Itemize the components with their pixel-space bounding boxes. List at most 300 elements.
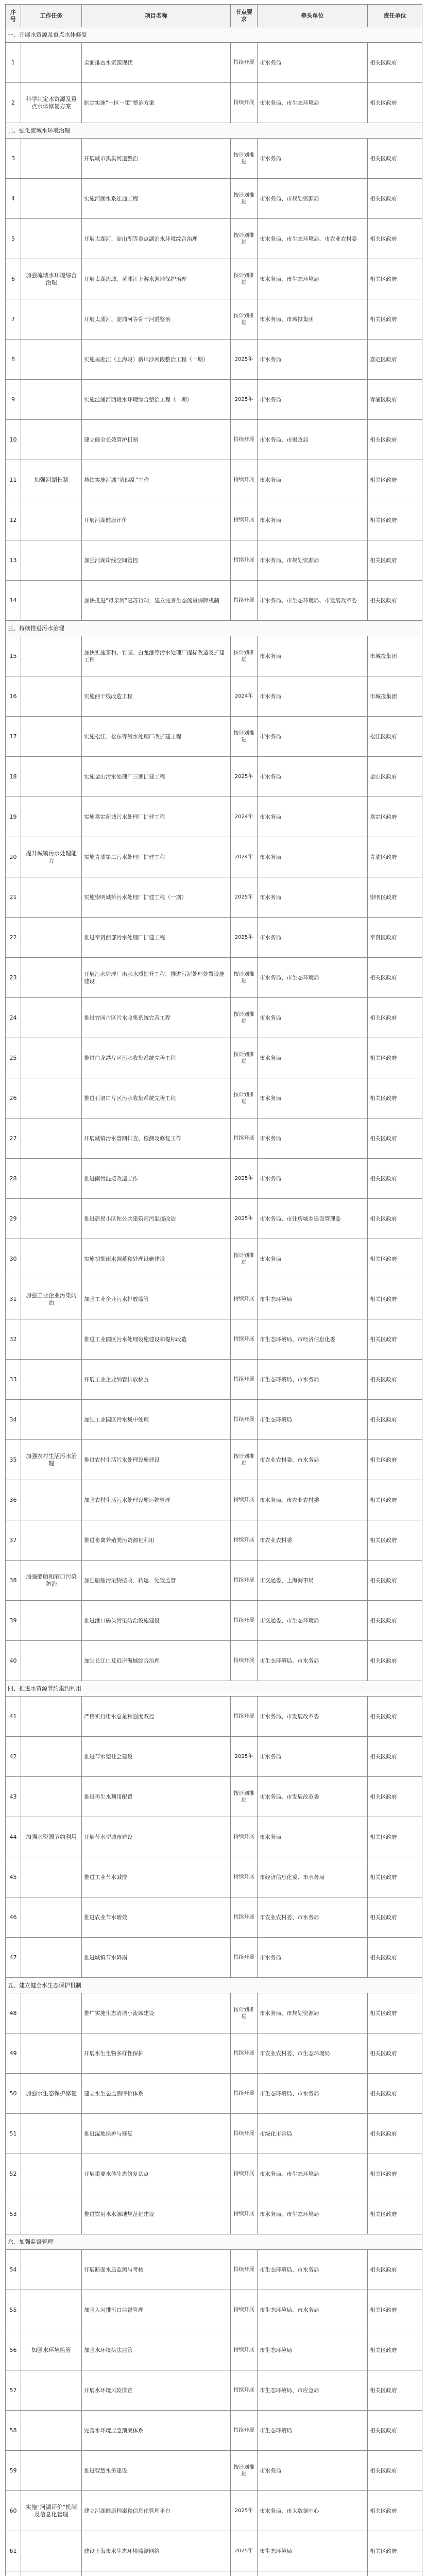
table-row: [6, 1360, 422, 1400]
row-time: 持续开展: [231, 43, 258, 83]
row-lead-dept: 市水务局: [258, 1938, 368, 1978]
row-time: 持续开展: [231, 2114, 258, 2154]
row-time: 持续开展: [231, 1561, 258, 1601]
table-row: [6, 581, 422, 621]
row-resp-dept: 嘉定区政府: [368, 340, 422, 380]
row-lead-dept: 市水务局、市住房城乡建设管理委: [258, 1199, 368, 1239]
row-time: 2025年: [231, 1737, 258, 1777]
row-lead-dept: 市水务局、市发展改革委: [258, 1777, 368, 1817]
row-resp-dept: 相关区政府: [368, 1400, 422, 1440]
row-category: [21, 1199, 82, 1239]
row-content: 实施青浦第二污水处理厂扩建工程: [82, 837, 231, 877]
row-time: 持续开展: [231, 83, 258, 123]
row-content: 加强工业园区污水集中处理: [82, 1400, 231, 1440]
row-content: 实施吴淞江（上海段）新川沙河段整治工程（一期）: [82, 340, 231, 380]
row-time: 持续开展: [231, 2154, 258, 2194]
row-number: 16: [6, 676, 21, 717]
row-category: [21, 1897, 82, 1938]
row-time: 持续开展: [231, 1857, 258, 1897]
row-number: 59: [6, 2451, 21, 2491]
row-number: 33: [6, 1360, 21, 1400]
row-category: [21, 1641, 82, 1681]
row-resp-dept: 相关区政府: [368, 1279, 422, 1319]
row-category: 加强水资源节约利用: [21, 1817, 82, 1857]
row-category: 加强水环境监管: [21, 2330, 82, 2370]
row-time: 2025年: [231, 380, 258, 420]
row-time: 持续开展: [231, 1817, 258, 1857]
row-content: 开展重要水体生态修复试点: [82, 2154, 231, 2194]
row-lead-dept: 市生态环境局、市水务局: [258, 1360, 368, 1400]
row-resp-dept: 相关区政府: [368, 1118, 422, 1159]
row-content: 加强长江口及近岸海域综合治理: [82, 1641, 231, 1681]
row-time: 持续开展: [231, 1641, 258, 1681]
row-category: 加强农村生活污水治理: [21, 1440, 82, 1480]
row-number: 31: [6, 1279, 21, 1319]
row-resp-dept: 相关区政府: [368, 179, 422, 219]
row-content: 推进再生水利用配置: [82, 1777, 231, 1817]
row-lead-dept: 市水务局: [258, 139, 368, 179]
row-resp-dept: 松江区政府: [368, 717, 422, 757]
row-content: 开展断面水质监测与考核: [82, 2250, 231, 2290]
row-number: 23: [6, 958, 21, 998]
row-category: [21, 420, 82, 460]
row-lead-dept: 市水务局、市生态环境局: [258, 259, 368, 299]
row-time: 持续开展: [231, 2370, 258, 2411]
row-resp-dept: 相关区政府: [368, 2290, 422, 2330]
row-resp-dept: 相关区政府: [368, 2250, 422, 2290]
row-resp-dept: 相关区政府: [368, 2194, 422, 2234]
row-number: 36: [6, 1480, 21, 1520]
row-lead-dept: 市水务局: [258, 1159, 368, 1199]
row-time: 持续开展: [231, 2290, 258, 2330]
row-resp-dept: 市城投集团: [368, 636, 422, 676]
section-row: [6, 123, 422, 139]
row-lead-dept: 市交通委、市生态环境局: [258, 1601, 368, 1641]
table-row: [6, 340, 422, 380]
row-time: 按计划推进: [231, 139, 258, 179]
row-time: 按计划推进: [231, 1038, 258, 1078]
row-number: 37: [6, 1520, 21, 1561]
row-content: 开展工业企业纳管排放核查: [82, 1360, 231, 1400]
row-content: 实施崇明城桥污水处理厂扩建工程（一期）: [82, 877, 231, 918]
row-content: 推进饮用水水源地规范化建设: [82, 2194, 231, 2234]
table-row: [6, 420, 422, 460]
table-row: [6, 2114, 422, 2154]
table-row: [6, 179, 422, 219]
row-category: [21, 2531, 82, 2571]
row-resp-dept: 相关区政府: [368, 1239, 422, 1279]
row-category: [21, 1777, 82, 1817]
table-row: [6, 2491, 422, 2531]
row-content: 推进居民小区和公共建筑雨污混接改造: [82, 1199, 231, 1239]
row-lead-dept: 市水务局: [258, 460, 368, 500]
row-resp-dept: 相关区政府: [368, 2330, 422, 2370]
row-lead-dept: 市生态环境局、市水务局: [258, 1641, 368, 1681]
table-row: [6, 1279, 422, 1319]
row-resp-dept: 相关区政府: [368, 139, 422, 179]
row-category: [21, 1038, 82, 1078]
row-content: 实施河湖水系连通工程: [82, 179, 231, 219]
table-row: [6, 1601, 422, 1641]
row-time: 持续开展: [231, 1400, 258, 1440]
row-lead-dept: 市水务局: [258, 500, 368, 540]
row-time: 持续开展: [231, 581, 258, 621]
row-time: 持续开展: [231, 1601, 258, 1641]
section-title: 五、建立健全水生态保护机制: [6, 1978, 422, 1993]
row-resp-dept: 青浦区政府: [368, 380, 422, 420]
row-number: 7: [6, 299, 21, 340]
row-lead-dept: 市生态环境局、市水务局: [258, 2074, 368, 2114]
table-row: [6, 1897, 422, 1938]
row-lead-dept: 市水务局: [258, 636, 368, 676]
table-row: [6, 636, 422, 676]
table-row: [6, 139, 422, 179]
row-lead-dept: 市生态环境局: [258, 2531, 368, 2571]
row-lead-dept: 市水务局、市大数据中心: [258, 2491, 368, 2531]
row-number: 21: [6, 877, 21, 918]
row-resp-dept: 相关区政府: [368, 1777, 422, 1817]
row-resp-dept: 相关区政府: [368, 299, 422, 340]
row-category: [21, 581, 82, 621]
row-content: 实施初期雨水调蓄和处理设施建设: [82, 1239, 231, 1279]
section-row: [6, 2234, 422, 2250]
table-row: [6, 1078, 422, 1118]
row-number: 4: [6, 179, 21, 219]
row-resp-dept: 相关区政府: [368, 2531, 422, 2571]
row-resp-dept: 相关区政府: [368, 958, 422, 998]
row-resp-dept: 相关区政府: [368, 2033, 422, 2074]
row-time: 按计划推进: [231, 998, 258, 1038]
table-row: [6, 2154, 422, 2194]
row-resp-dept: 市城投集团: [368, 676, 422, 717]
row-time: 按计划推进: [231, 1440, 258, 1480]
row-number: 35: [6, 1440, 21, 1480]
row-time: 2025年: [231, 877, 258, 918]
row-content: 推进奉贤西部污水处理厂扩建工程: [82, 918, 231, 958]
row-resp-dept: 相关区政府: [368, 2370, 422, 2411]
row-number: 39: [6, 1601, 21, 1641]
row-lead-dept: 市水务局: [258, 1737, 368, 1777]
header-lead: 牵头单位: [258, 5, 368, 27]
row-content: 开展河湖健康评价: [82, 500, 231, 540]
row-category: [21, 1360, 82, 1400]
row-content: 开展水环境风险排查: [82, 2370, 231, 2411]
section-title: 六、加强监督管理: [6, 2234, 422, 2250]
row-resp-dept: 相关区政府: [368, 1038, 422, 1078]
row-lead-dept: 市生态环境局、市水务局: [258, 2290, 368, 2330]
row-resp-dept: 相关区政府: [368, 2451, 422, 2491]
section-title: 四、推进水资源节约集约利用: [6, 1681, 422, 1697]
row-number: 54: [6, 2250, 21, 2290]
row-content: 全面排查水资源现状: [82, 43, 231, 83]
row-category: [21, 1400, 82, 1440]
row-number: 1: [6, 43, 21, 83]
row-time: 持续开展: [231, 2330, 258, 2370]
row-category: [21, 1078, 82, 1118]
row-time: 按计划推进: [231, 219, 258, 259]
row-lead-dept: 市生态环境局、市经济信息化委: [258, 1319, 368, 1360]
row-resp-dept: 相关区政府: [368, 1938, 422, 1978]
row-content: 推进湿地保护与修复: [82, 2114, 231, 2154]
table-row: [6, 1239, 422, 1279]
row-number: 10: [6, 420, 21, 460]
row-number: 32: [6, 1319, 21, 1360]
row-number: 29: [6, 1199, 21, 1239]
row-content: 开展太浦河、淀浦河等骨干河道整治: [82, 299, 231, 340]
row-resp-dept: 相关区政府: [368, 1319, 422, 1360]
row-time: 持续开展: [231, 1480, 258, 1520]
table-row: [6, 1737, 422, 1777]
row-resp-dept: 相关区政府: [368, 2411, 422, 2451]
row-time: 持续开展: [231, 540, 258, 581]
row-content: 开展城镇污水管网排查、检测及修复工作: [82, 1118, 231, 1159]
row-time: 按计划推进: [231, 958, 258, 998]
row-category: [21, 877, 82, 918]
table-row: [6, 1561, 422, 1601]
row-number: 14: [6, 581, 21, 621]
row-content: 推进工业节水减排: [82, 1857, 231, 1897]
row-resp-dept: 嘉定区政府: [368, 797, 422, 837]
row-time: [231, 2571, 258, 2576]
row-content: 推进节水型社会建设: [82, 1737, 231, 1777]
table-header-row: [6, 5, 422, 27]
table-row: [6, 1938, 422, 1978]
row-category: [21, 2250, 82, 2290]
row-number: 6: [6, 259, 21, 299]
row-time: 持续开展: [231, 1520, 258, 1561]
row-time: 2024年: [231, 676, 258, 717]
row-category: [21, 918, 82, 958]
row-time: 持续开展: [231, 1118, 258, 1159]
row-time: 持续开展: [231, 1938, 258, 1978]
row-category: [21, 1697, 82, 1737]
row-number: [6, 2571, 21, 2576]
row-resp-dept: 相关区政府: [368, 1897, 422, 1938]
row-category: [21, 179, 82, 219]
row-content: 开展水生生物多样性保护: [82, 2033, 231, 2074]
row-lead-dept: 市水务局: [258, 1078, 368, 1118]
row-content: 制定实施“一区一策”整治方案: [82, 83, 231, 123]
row-lead-dept: 市水务局: [258, 340, 368, 380]
row-content: 实施淀浦河西段水环境综合整治工程（一期）: [82, 380, 231, 420]
row-time: 持续开展: [231, 2250, 258, 2290]
table-row: [6, 1319, 422, 1360]
table-row: [6, 1440, 422, 1480]
row-lead-dept: 市水务局、市生态环境局: [258, 2194, 368, 2234]
row-resp-dept: 相关区政府: [368, 1697, 422, 1737]
row-content: [82, 2571, 231, 2576]
row-resp-dept: 青浦区政府: [368, 837, 422, 877]
row-resp-dept: 相关区政府: [368, 460, 422, 500]
table-body: [6, 27, 422, 2576]
table-row: [6, 998, 422, 1038]
row-resp-dept: 相关区政府: [368, 1737, 422, 1777]
row-number: 2: [6, 83, 21, 123]
row-time: 持续开展: [231, 1319, 258, 1360]
row-number: 47: [6, 1938, 21, 1978]
row-category: 科学制定水资源及重点水体修复方案: [21, 83, 82, 123]
row-time: 持续开展: [231, 2074, 258, 2114]
table-row: [6, 1038, 422, 1078]
table-row: [6, 1400, 422, 1440]
row-time: 持续开展: [231, 2033, 258, 2074]
row-number: 27: [6, 1118, 21, 1159]
row-lead-dept: 市水务局: [258, 1817, 368, 1857]
row-number: 11: [6, 460, 21, 500]
row-resp-dept: 相关区政府: [368, 1199, 422, 1239]
row-time: 2025年: [231, 1199, 258, 1239]
row-lead-dept: 市水务局: [258, 877, 368, 918]
table-row: [6, 2033, 422, 2074]
table-row: [6, 2074, 422, 2114]
row-time: 2025年: [231, 757, 258, 797]
row-number: 13: [6, 540, 21, 581]
row-time: 按计划推进: [231, 299, 258, 340]
row-number: 55: [6, 2290, 21, 2330]
row-number: 28: [6, 1159, 21, 1199]
table-row: [6, 797, 422, 837]
row-resp-dept: 相关区政府: [368, 83, 422, 123]
row-resp-dept: 相关区政府: [368, 581, 422, 621]
row-number: 58: [6, 2411, 21, 2451]
row-number: 9: [6, 380, 21, 420]
row-number: 61: [6, 2531, 21, 2571]
row-category: [21, 1118, 82, 1159]
row-number: 56: [6, 2330, 21, 2370]
row-lead-dept: 市交通委、上海海事局: [258, 1561, 368, 1601]
row-content: 开展大湖河、淀山湖等重点湖泊水环境综合治理: [82, 219, 231, 259]
table-row: [6, 837, 422, 877]
row-lead-dept: 市生态环境局: [258, 2330, 368, 2370]
section-row: [6, 621, 422, 636]
table-row: [6, 1480, 422, 1520]
row-number: 38: [6, 1561, 21, 1601]
row-content: 推进白龙港片区污水收集系统完善工程: [82, 1038, 231, 1078]
row-lead-dept: 市水务局、市发展改革委: [258, 1697, 368, 1737]
row-resp-dept: 崇明区政府: [368, 877, 422, 918]
row-resp-dept: 相关区政府: [368, 2154, 422, 2194]
row-time: 2025年: [231, 2491, 258, 2531]
row-time: 按计划推进: [231, 636, 258, 676]
row-number: 30: [6, 1239, 21, 1279]
row-category: [21, 1319, 82, 1360]
task-table: [5, 4, 422, 2576]
table-row: [6, 877, 422, 918]
row-number: 20: [6, 837, 21, 877]
row-lead-dept: 市水务局、市生态环境局、市发展改革委: [258, 581, 368, 621]
row-category: [21, 998, 82, 1038]
row-lead-dept: 市水务局、市规划资源局: [258, 1993, 368, 2033]
row-number: 57: [6, 2370, 21, 2411]
row-time: 2024年: [231, 837, 258, 877]
row-category: [21, 2114, 82, 2154]
row-number: 25: [6, 1038, 21, 1078]
row-number: 19: [6, 797, 21, 837]
row-number: 24: [6, 998, 21, 1038]
row-lead-dept: 市生态环境局、市水务局: [258, 2250, 368, 2290]
row-number: 46: [6, 1897, 21, 1938]
row-time: 2025年: [231, 340, 258, 380]
row-category: 提升城镇污水处理能力: [21, 837, 82, 877]
row-time: 持续开展: [231, 1360, 258, 1400]
header-no: 序号: [6, 5, 21, 27]
row-category: [21, 219, 82, 259]
row-category: [21, 1993, 82, 2033]
row-time: 2025年: [231, 1159, 258, 1199]
row-lead-dept: 市绿化市容局: [258, 2114, 368, 2154]
row-number: 5: [6, 219, 21, 259]
row-lead-dept: [258, 2571, 368, 2576]
table-row: [6, 2194, 422, 2234]
row-category: [21, 636, 82, 676]
row-category: [21, 2571, 82, 2576]
row-category: [21, 500, 82, 540]
row-lead-dept: 市水务局: [258, 43, 368, 83]
row-content: 实施松江、松东等污水处理厂改扩建工程: [82, 717, 231, 757]
row-lead-dept: 市生态环境局: [258, 2411, 368, 2451]
row-category: 加强船舶和港口污染防治: [21, 1561, 82, 1601]
row-resp-dept: 相关区政府: [368, 1993, 422, 2033]
table-row: [6, 2411, 422, 2451]
row-time: 持续开展: [231, 500, 258, 540]
table-row: [6, 757, 422, 797]
section-row: [6, 1978, 422, 1993]
row-number: 12: [6, 500, 21, 540]
row-lead-dept: 市水务局: [258, 837, 368, 877]
table-row: [6, 1777, 422, 1817]
table-row: [6, 1118, 422, 1159]
row-content: 开展城市黑臭河道整治: [82, 139, 231, 179]
row-number: 48: [6, 1993, 21, 2033]
table-row: [6, 1159, 422, 1199]
table-row: [6, 1993, 422, 2033]
row-category: [21, 1737, 82, 1777]
row-resp-dept: 相关区政府: [368, 998, 422, 1038]
row-time: 按计划推进: [231, 717, 258, 757]
row-resp-dept: 相关区政府: [368, 219, 422, 259]
row-number: 42: [6, 1737, 21, 1777]
row-number: 41: [6, 1697, 21, 1737]
table-row: [6, 2451, 422, 2491]
row-resp-dept: 相关区政府: [368, 43, 422, 83]
row-lead-dept: 市水务局: [258, 797, 368, 837]
row-resp-dept: 相关区政府: [368, 259, 422, 299]
row-category: [21, 1938, 82, 1978]
row-resp-dept: 相关区政府: [368, 1159, 422, 1199]
row-content: 加强河湖岸线空间管控: [82, 540, 231, 581]
row-time: 持续开展: [231, 420, 258, 460]
row-content: 推进工业园区污水处理设施建设和提标改造: [82, 1319, 231, 1360]
row-time: 按计划推进: [231, 1993, 258, 2033]
table-row: [6, 1817, 422, 1857]
row-category: [21, 797, 82, 837]
table-row: [6, 958, 422, 998]
row-lead-dept: 市生态环境局、市应急局: [258, 2370, 368, 2411]
row-lead-dept: 市水务局、市生态环境局: [258, 83, 368, 123]
row-content: 实施西干线改造工程: [82, 676, 231, 717]
row-content: 实施金山污水处理厂三期扩建工程: [82, 757, 231, 797]
row-number: 26: [6, 1078, 21, 1118]
row-lead-dept: 市水务局: [258, 676, 368, 717]
row-resp-dept: 相关区政府: [368, 2114, 422, 2154]
row-content: 推进雨污混接改造工作: [82, 1159, 231, 1199]
row-number: 45: [6, 1857, 21, 1897]
row-content: 建设上海市水生态环境监测网络: [82, 2531, 231, 2571]
header-time: 节点要求: [231, 5, 258, 27]
row-content: 完善水环境应急预案体系: [82, 2411, 231, 2451]
row-category: [21, 2194, 82, 2234]
row-category: [21, 2033, 82, 2074]
